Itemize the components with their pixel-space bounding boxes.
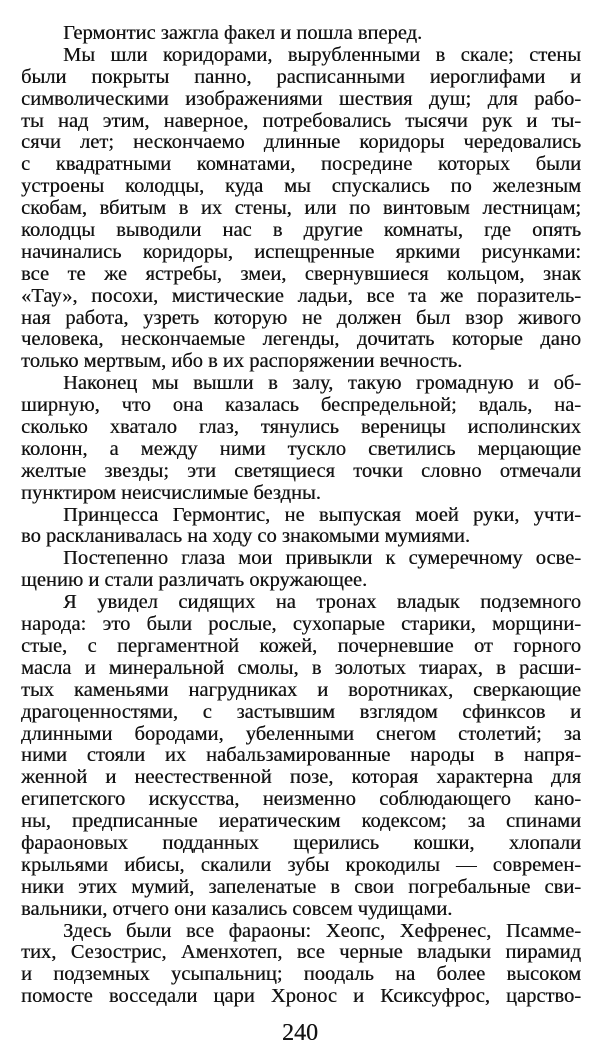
text-line: были покрыты панно, расписанными иероглифами и <box>21 66 581 88</box>
paragraph <box>21 548 581 592</box>
text-line: тих, Сезострис, Аменхотеп, все черные владыки пирамид <box>21 942 581 964</box>
paragraph <box>21 45 581 373</box>
text-line: ны, предписанные иератическим кодексом; за спинами <box>21 811 581 833</box>
text-line: с квадратными комнатами, посредине которых были <box>21 154 581 176</box>
text-line: и подземных усыпальниц; поодаль на более высоком <box>21 964 581 986</box>
paragraph <box>21 921 581 1009</box>
text-line: помосте восседали цари Хронос и Ксиксуфрос, царство- <box>21 986 581 1008</box>
text-line: драгоценностями, с застывшим взглядом сфинксов и <box>21 701 581 723</box>
text-line: во раскланивалась на ходу со знакомыми мумиями. <box>21 526 470 548</box>
text-line: Гермонтис зажгла факел и пошла вперед. <box>63 23 423 44</box>
text-line: желтые звезды; эти светящиеся точки словно отмечали <box>21 460 581 482</box>
paragraph <box>21 505 581 549</box>
text-line: начинались коридоры, испещренные яркими рисунками: <box>21 241 581 263</box>
text-line: народа: это были рослые, сухопарые старики, морщини- <box>21 614 581 636</box>
text-line: скобам, вбитым в их стены, или по винтовым лестницам; <box>21 198 581 220</box>
text-line: сячи лет; нескончаемо длинные коридоры чередовались <box>21 132 581 154</box>
text-line: Мы шли коридорами, вырубленными в скале; стены <box>63 44 581 66</box>
text-line: фараоновых подданных щерились кошки, хлопали <box>21 832 581 854</box>
text-line: Постепенно глаза мои привыкли к сумеречному осве- <box>63 548 581 570</box>
text-line: стые, с пергаментной кожей, почерневшие от горного <box>21 635 581 657</box>
text-line: человека, нескончаемые легенды, дочитать которые дано <box>21 329 581 351</box>
text-line: Я увидел сидящих на тронах владык подземного <box>63 592 581 614</box>
text-line: пунктиром неисчислимые бездны. <box>21 482 321 504</box>
text-line: ники этих мумий, запеленатые в свои погребальные сви- <box>21 876 581 898</box>
text-line: вальники, отчего они казались совсем чудищами. <box>21 898 453 920</box>
paragraph <box>21 373 581 504</box>
text-line: все те же ястребы, змеи, свернувшиеся кольцом, знак <box>21 263 581 285</box>
text-line: длинными бородами, убеленными снегом столетий; за <box>21 723 581 745</box>
text-line: колонн, а между ними тускло светились мерцающие <box>21 438 581 460</box>
text-line: «Тау», посохи, мистические ладьи, все та же поразитель- <box>21 285 581 307</box>
text-line: тых каменьями нагрудниках и воротниках, сверкающие <box>21 679 581 701</box>
page-number: 240 <box>282 1020 318 1046</box>
text-line: египетского искусства, неизменно соблюдающего кано- <box>21 789 581 811</box>
text-line: ширную, что она казалась беспредельной; вдаль, на- <box>21 395 581 417</box>
text-line: только мертвым, ибо в их распоряжении вечность. <box>21 351 463 373</box>
text-line: символическими изображениями шествия душ; для рабо- <box>21 88 581 110</box>
text-line: щению и стали различать окружающее. <box>21 570 368 592</box>
text-line: колодцы выводили нас в другие комнаты, где опять <box>21 220 581 242</box>
text-line: Принцесса Гермонтис, не выпуская моей руки, учти- <box>63 504 581 526</box>
text-line: ними стояли их набальзамированные народы в напря- <box>21 745 581 767</box>
text-line: ная работа, узреть которую не должен был взор живого <box>21 307 581 329</box>
text-line: устроены колодцы, куда мы спускались по железным <box>21 176 581 198</box>
text-line: сколько хватало глаз, тянулись вереницы исполинских <box>21 417 581 439</box>
text-line: крыльями ибисы, скалили зубы крокодилы — современ- <box>21 854 581 876</box>
text-line: Наконец мы вышли в залу, такую громадную и об- <box>63 373 581 395</box>
text-line: женной и неестественной позе, которая характерна для <box>21 767 581 789</box>
paragraph <box>21 23 581 45</box>
paragraph <box>21 592 581 920</box>
text-line: ты над этим, наверное, потребовались тысячи рук и ты- <box>21 110 581 132</box>
text-line: Здесь были все фараоны: Хеопс, Хефренес, Псамме- <box>63 920 581 942</box>
book-page-text <box>21 23 581 1008</box>
text-line: масла и минеральной смолы, в золотых тиарах, в расши- <box>21 657 581 679</box>
